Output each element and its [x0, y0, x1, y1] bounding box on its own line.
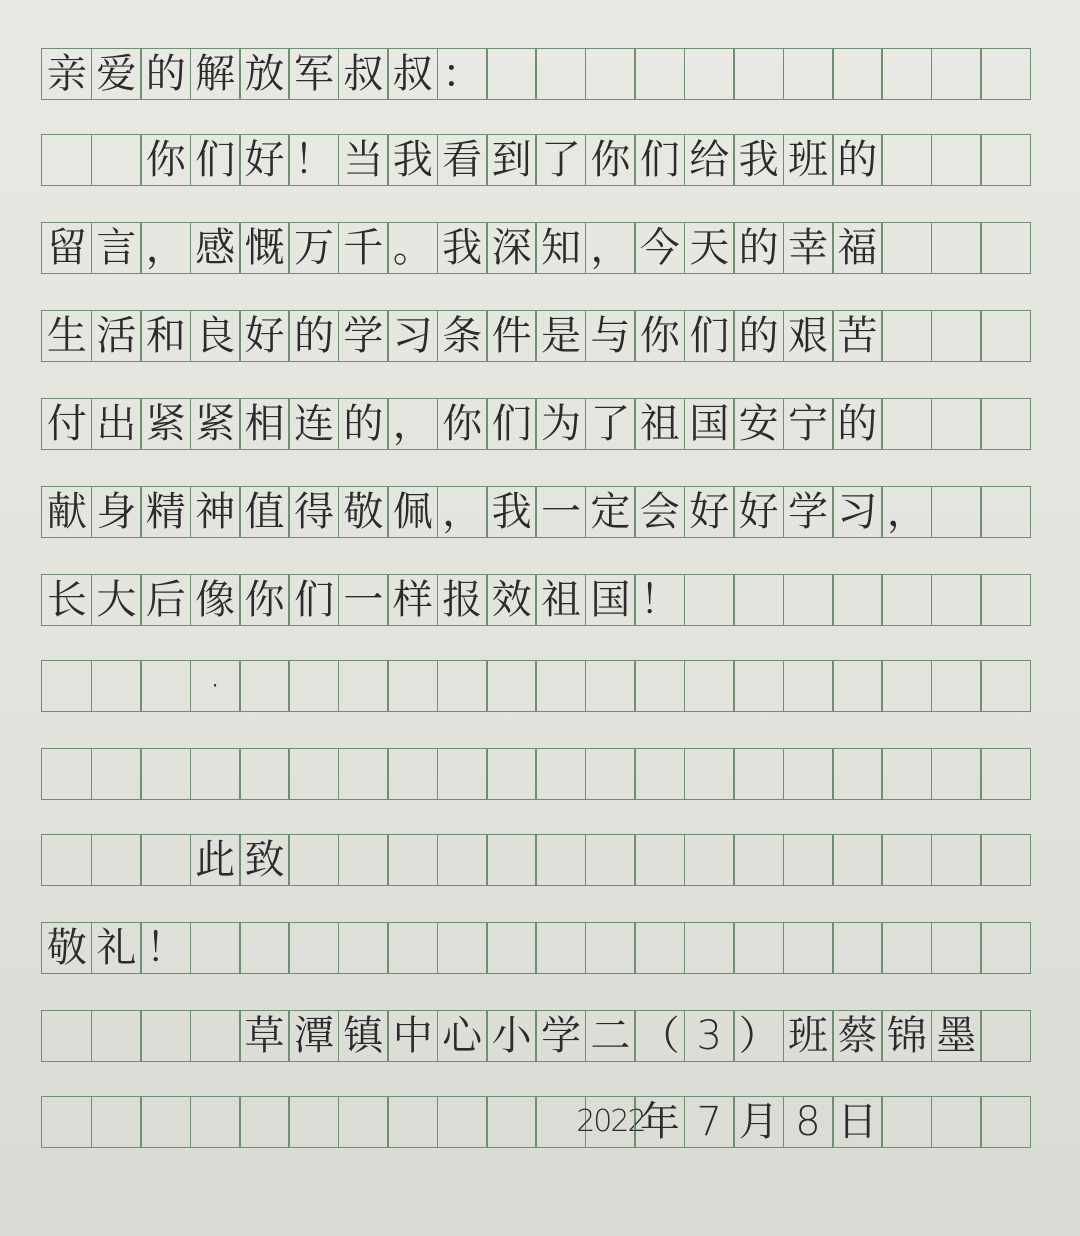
grid-cell: 你	[239, 574, 290, 626]
grid-cell: 给	[684, 134, 735, 186]
grid-cell	[338, 660, 389, 712]
grid-cell: 紧	[190, 398, 241, 450]
grid-cell	[980, 222, 1031, 274]
letter-line	[43, 1096, 1063, 1148]
letter-line	[43, 834, 1063, 886]
grid-cell	[387, 922, 438, 974]
grid-cell: 好	[239, 310, 290, 362]
grid-cell: 良	[190, 310, 241, 362]
grid-cell: 学	[338, 310, 389, 362]
grid-cell: ！	[634, 574, 685, 626]
letter-line	[43, 660, 1063, 712]
grid-cell: 感	[190, 222, 241, 274]
grid-cell	[931, 748, 982, 800]
grid-cell: 你	[634, 310, 685, 362]
grid-cell	[733, 574, 784, 626]
grid-cell: 的	[140, 48, 191, 100]
grid-cell	[980, 834, 1031, 886]
grid-cell	[634, 834, 685, 886]
grid-cell: 学	[783, 486, 834, 538]
grid-cell: 的	[832, 134, 883, 186]
grid-cell: 幸	[783, 222, 834, 274]
grid-cell: 爱	[91, 48, 142, 100]
grid-cell	[881, 134, 932, 186]
grid-cell: 献	[41, 486, 92, 538]
grid-cell	[684, 660, 735, 712]
grid-cell	[881, 660, 932, 712]
grid-cell	[585, 922, 636, 974]
grid-cell: 苦	[832, 310, 883, 362]
grid-cell: 今	[634, 222, 685, 274]
grid-cell: 紧	[140, 398, 191, 450]
grid-cell: ，	[437, 486, 488, 538]
grid-cell: 宁	[783, 398, 834, 450]
grid-cell	[140, 748, 191, 800]
grid-cell	[585, 660, 636, 712]
grid-cell: 我	[387, 134, 438, 186]
grid-cell: 一	[338, 574, 389, 626]
grid-cell: 习	[387, 310, 438, 362]
letter-line	[43, 1010, 1063, 1062]
grid-cell: 中	[387, 1010, 438, 1062]
grid-cell: 敬	[41, 922, 92, 974]
grid-cell	[733, 48, 784, 100]
grid-cell	[931, 922, 982, 974]
grid-cell	[437, 1096, 488, 1148]
letter-line	[43, 922, 1063, 974]
grid-cell: 蔡	[832, 1010, 883, 1062]
grid-cell: 了	[535, 134, 586, 186]
grid-cell: 叔	[338, 48, 389, 100]
grid-cell	[288, 748, 339, 800]
grid-cell: 祖	[634, 398, 685, 450]
grid-cell	[338, 1096, 389, 1148]
grid-cell	[881, 834, 932, 886]
grid-cell	[881, 748, 932, 800]
grid-cell	[783, 48, 834, 100]
grid-cell: 福	[832, 222, 883, 274]
grid-cell: 军	[288, 48, 339, 100]
grid-cell: 的	[338, 398, 389, 450]
grid-cell: 敬	[338, 486, 389, 538]
grid-cell: 礼	[91, 922, 142, 974]
grid-cell	[140, 834, 191, 886]
grid-cell: 言	[91, 222, 142, 274]
grid-cell	[387, 834, 438, 886]
grid-cell: ：	[437, 48, 488, 100]
grid-cell: 件	[486, 310, 537, 362]
grid-cell	[931, 222, 982, 274]
grid-cell: 的	[832, 398, 883, 450]
grid-cell	[980, 748, 1031, 800]
grid-cell: 的	[288, 310, 339, 362]
grid-cell	[634, 922, 685, 974]
grid-cell	[190, 922, 241, 974]
grid-cell	[684, 834, 735, 886]
grid-cell	[91, 748, 142, 800]
grid-cell: 们	[190, 134, 241, 186]
grid-cell: 。	[387, 222, 438, 274]
grid-cell	[288, 834, 339, 886]
letter-line	[43, 222, 1063, 274]
grid-cell: 知	[535, 222, 586, 274]
grid-cell	[684, 48, 735, 100]
grid-cell	[980, 134, 1031, 186]
grid-cell: 2022	[585, 1096, 636, 1148]
grid-cell: 月	[733, 1096, 784, 1148]
grid-cell: 身	[91, 486, 142, 538]
grid-cell	[931, 574, 982, 626]
grid-cell	[783, 748, 834, 800]
grid-cell	[881, 1096, 932, 1148]
grid-cell	[832, 834, 883, 886]
grid-cell: 年	[634, 1096, 685, 1148]
grid-cell	[980, 486, 1031, 538]
grid-cell	[288, 1096, 339, 1148]
grid-cell: 们	[288, 574, 339, 626]
grid-cell	[931, 310, 982, 362]
grid-cell: 深	[486, 222, 537, 274]
grid-cell	[437, 748, 488, 800]
grid-cell: 与	[585, 310, 636, 362]
grid-cell	[783, 574, 834, 626]
grid-cell: 样	[387, 574, 438, 626]
grid-cell: ，	[881, 486, 932, 538]
grid-cell	[980, 1096, 1031, 1148]
grid-cell	[832, 48, 883, 100]
grid-cell: 习	[832, 486, 883, 538]
grid-cell	[486, 748, 537, 800]
grid-cell: 为	[535, 398, 586, 450]
grid-cell	[338, 834, 389, 886]
grid-cell: 和	[140, 310, 191, 362]
grid-cell	[486, 660, 537, 712]
grid-cell: 我	[437, 222, 488, 274]
grid-cell: 8	[783, 1096, 834, 1148]
letter-line	[43, 48, 1063, 100]
grid-cell	[535, 834, 586, 886]
grid-cell: 国	[684, 398, 735, 450]
grid-cell	[783, 922, 834, 974]
grid-cell	[41, 834, 92, 886]
grid-cell	[684, 922, 735, 974]
grid-cell: ·	[190, 660, 241, 712]
grid-cell: 我	[486, 486, 537, 538]
grid-cell: 我	[733, 134, 784, 186]
grid-cell: （	[634, 1010, 685, 1062]
grid-cell: 佩	[387, 486, 438, 538]
grid-cell: 像	[190, 574, 241, 626]
grid-cell	[387, 660, 438, 712]
grid-cell	[387, 748, 438, 800]
grid-cell: 叔	[387, 48, 438, 100]
grid-cell: 亲	[41, 48, 92, 100]
grid-cell	[980, 574, 1031, 626]
grid-cell: 报	[437, 574, 488, 626]
grid-cell: 到	[486, 134, 537, 186]
grid-cell	[980, 398, 1031, 450]
grid-cell	[881, 398, 932, 450]
grid-cell	[783, 834, 834, 886]
grid-cell	[832, 574, 883, 626]
grid-cell	[437, 834, 488, 886]
grid-cell	[535, 748, 586, 800]
grid-cell	[881, 574, 932, 626]
grid-cell: 们	[486, 398, 537, 450]
grid-cell: 千	[338, 222, 389, 274]
grid-cell	[91, 834, 142, 886]
grid-cell: 相	[239, 398, 290, 450]
grid-cell	[585, 748, 636, 800]
grid-cell	[190, 1010, 241, 1062]
grid-cell	[684, 574, 735, 626]
grid-cell	[239, 660, 290, 712]
grid-cell	[931, 398, 982, 450]
grid-cell	[91, 134, 142, 186]
grid-cell: 得	[288, 486, 339, 538]
grid-cell: 看	[437, 134, 488, 186]
grid-cell: 7	[684, 1096, 735, 1148]
grid-cell	[931, 1096, 982, 1148]
grid-cell	[733, 922, 784, 974]
grid-cell	[980, 310, 1031, 362]
grid-cell: ，	[585, 222, 636, 274]
grid-cell: 活	[91, 310, 142, 362]
grid-cell: 镇	[338, 1010, 389, 1062]
grid-cell	[140, 660, 191, 712]
grid-cell: 艰	[783, 310, 834, 362]
grid-cell	[931, 48, 982, 100]
grid-cell	[684, 748, 735, 800]
grid-cell	[41, 748, 92, 800]
grid-cell	[437, 660, 488, 712]
grid-cell	[338, 748, 389, 800]
grid-cell: 心	[437, 1010, 488, 1062]
grid-cell: 连	[288, 398, 339, 450]
grid-cell	[931, 134, 982, 186]
grid-cell: 一	[535, 486, 586, 538]
grid-cell	[733, 748, 784, 800]
grid-cell	[239, 922, 290, 974]
grid-cell: 好	[239, 134, 290, 186]
grid-cell	[239, 748, 290, 800]
grid-cell: 国	[585, 574, 636, 626]
grid-cell	[881, 922, 932, 974]
grid-cell: 当	[338, 134, 389, 186]
grid-cell	[140, 1096, 191, 1148]
grid-cell	[881, 222, 932, 274]
grid-cell: ）	[733, 1010, 784, 1062]
grid-cell: 此	[190, 834, 241, 886]
grid-cell: 的	[733, 222, 784, 274]
grid-cell: 好	[733, 486, 784, 538]
letter-line	[43, 486, 1063, 538]
grid-cell	[486, 922, 537, 974]
letter-line	[43, 748, 1063, 800]
grid-cell	[535, 660, 586, 712]
grid-cell: 长	[41, 574, 92, 626]
grid-cell	[486, 48, 537, 100]
grid-cell	[733, 660, 784, 712]
grid-cell: 神	[190, 486, 241, 538]
grid-cell: 留	[41, 222, 92, 274]
grid-cell: 大	[91, 574, 142, 626]
grid-cell: 生	[41, 310, 92, 362]
grid-cell	[41, 660, 92, 712]
grid-cell	[140, 1010, 191, 1062]
grid-cell	[190, 748, 241, 800]
grid-cell	[486, 834, 537, 886]
grid-cell	[585, 834, 636, 886]
grid-cell	[41, 1010, 92, 1062]
grid-cell	[881, 310, 932, 362]
grid-cell: 后	[140, 574, 191, 626]
grid-cell	[980, 660, 1031, 712]
grid-cell	[783, 660, 834, 712]
grid-cell	[881, 48, 932, 100]
grid-cell	[634, 660, 685, 712]
grid-cell	[91, 1096, 142, 1148]
grid-cell	[41, 1096, 92, 1148]
grid-cell	[832, 922, 883, 974]
grid-cell	[91, 1010, 142, 1062]
grid-cell: 们	[684, 310, 735, 362]
grid-cell	[980, 922, 1031, 974]
grid-cell: 付	[41, 398, 92, 450]
grid-cell: ！	[288, 134, 339, 186]
grid-cell	[239, 1096, 290, 1148]
grid-cell: 会	[634, 486, 685, 538]
grid-cell: 条	[437, 310, 488, 362]
grid-cell: 锦	[881, 1010, 932, 1062]
grid-cell: 班	[783, 1010, 834, 1062]
grid-cell: 是	[535, 310, 586, 362]
grid-cell	[634, 48, 685, 100]
grid-cell	[288, 660, 339, 712]
grid-cell: 你	[140, 134, 191, 186]
grid-cell	[585, 48, 636, 100]
grid-cell	[931, 486, 982, 538]
grid-cell: 你	[585, 134, 636, 186]
grid-cell	[338, 922, 389, 974]
grid-cell: 定	[585, 486, 636, 538]
grid-cell: 致	[239, 834, 290, 886]
grid-cell	[832, 660, 883, 712]
grid-cell: 慨	[239, 222, 290, 274]
grid-cell: 放	[239, 48, 290, 100]
grid-cell	[535, 48, 586, 100]
grid-cell	[437, 922, 488, 974]
grid-cell	[931, 834, 982, 886]
grid-cell: 二	[585, 1010, 636, 1062]
grid-cell: ，	[140, 222, 191, 274]
grid-cell: 解	[190, 48, 241, 100]
grid-cell: 的	[733, 310, 784, 362]
grid-cell: 好	[684, 486, 735, 538]
grid-cell: 潭	[288, 1010, 339, 1062]
grid-cell: 祖	[535, 574, 586, 626]
grid-cell	[980, 48, 1031, 100]
grid-cell	[733, 834, 784, 886]
grid-cell	[41, 134, 92, 186]
grid-cell: 小	[486, 1010, 537, 1062]
grid-cell: 效	[486, 574, 537, 626]
grid-cell: 了	[585, 398, 636, 450]
grid-cell: 你	[437, 398, 488, 450]
grid-cell: 学	[535, 1010, 586, 1062]
grid-cell: 草	[239, 1010, 290, 1062]
letter-line	[43, 310, 1063, 362]
grid-cell	[190, 1096, 241, 1148]
grid-cell	[486, 1096, 537, 1148]
grid-cell: 们	[634, 134, 685, 186]
grid-cell: 精	[140, 486, 191, 538]
grid-cell: 出	[91, 398, 142, 450]
grid-cell: 天	[684, 222, 735, 274]
grid-cell: 墨	[931, 1010, 982, 1062]
grid-cell	[288, 922, 339, 974]
grid-cell	[634, 748, 685, 800]
grid-cell: 万	[288, 222, 339, 274]
grid-cell: 3	[684, 1010, 735, 1062]
grid-cell	[832, 748, 883, 800]
grid-cell	[535, 922, 586, 974]
grid-cell	[931, 660, 982, 712]
grid-cell: 安	[733, 398, 784, 450]
grid-cell	[387, 1096, 438, 1148]
grid-cell: 值	[239, 486, 290, 538]
letter-line	[43, 398, 1063, 450]
letter-line	[43, 134, 1063, 186]
letter-line	[43, 574, 1063, 626]
letter-grid	[18, 20, 1058, 1200]
grid-cell: 班	[783, 134, 834, 186]
grid-cell: 日	[832, 1096, 883, 1148]
grid-cell: ！	[140, 922, 191, 974]
grid-cell	[91, 660, 142, 712]
grid-cell: ，	[387, 398, 438, 450]
grid-cell	[980, 1010, 1031, 1062]
